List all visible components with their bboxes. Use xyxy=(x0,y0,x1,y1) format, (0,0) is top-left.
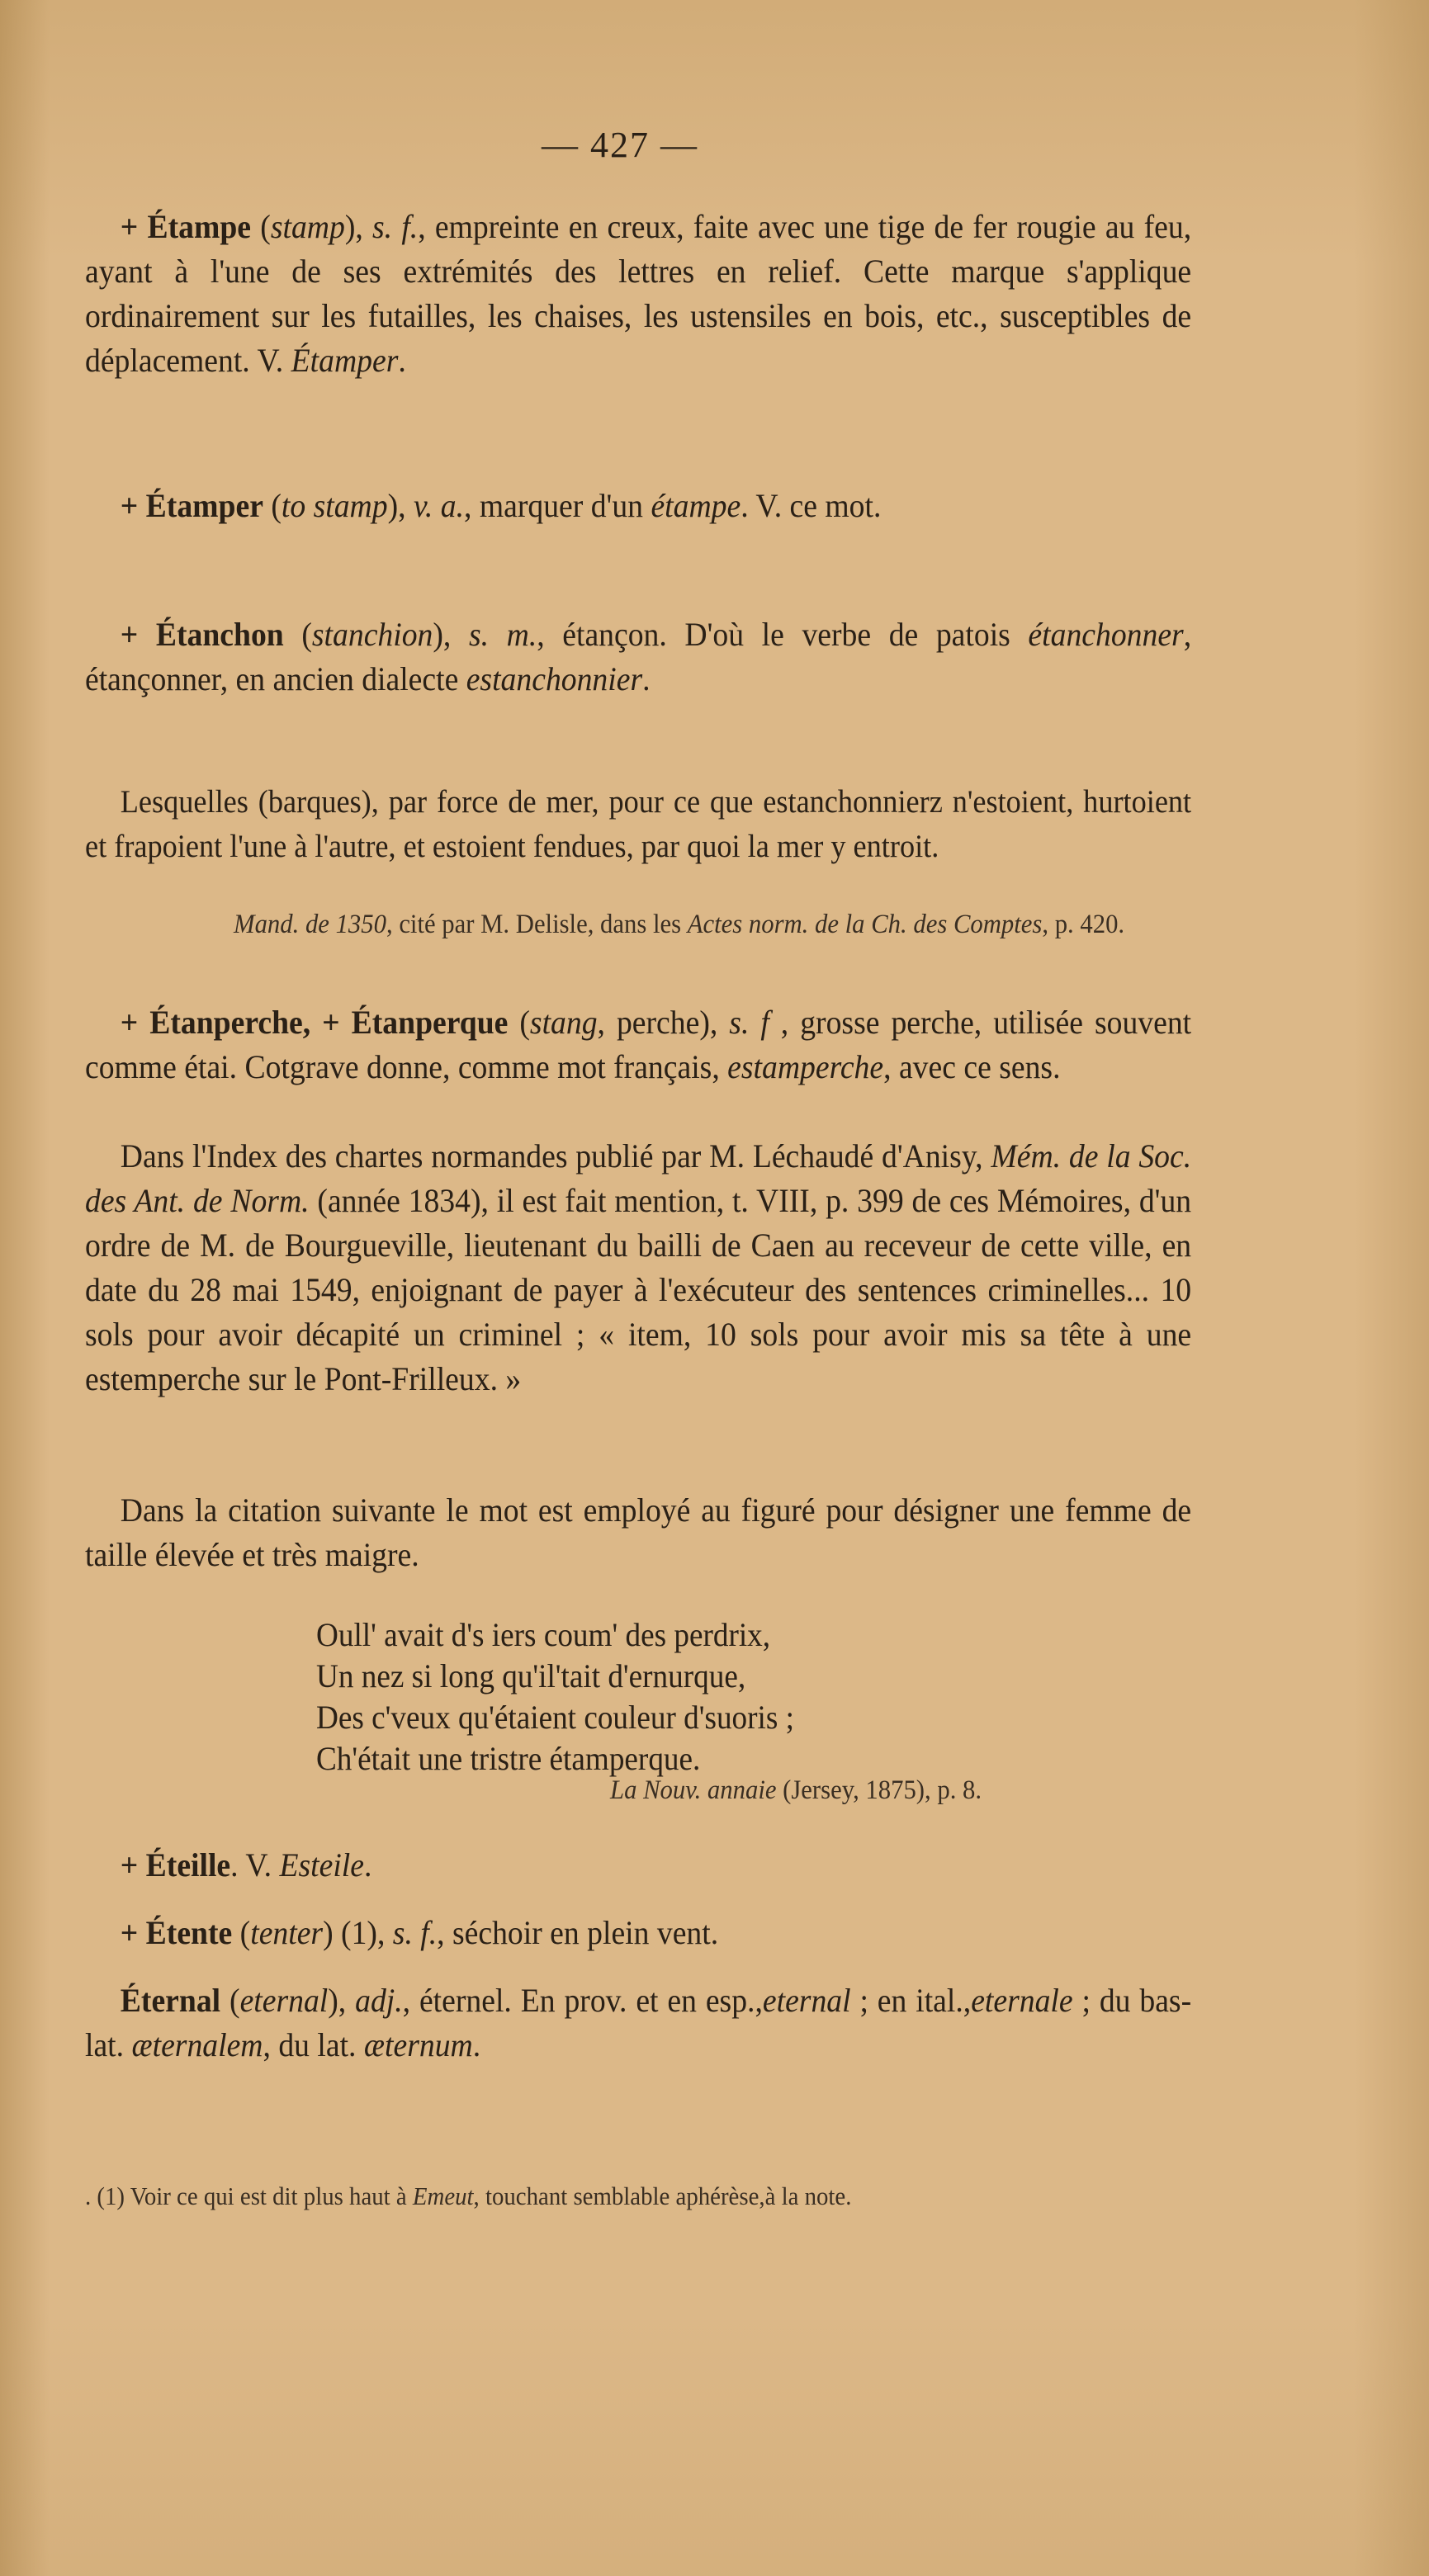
definition: , empreinte en creux, faite avec une tige de fer rougie au feu, ayant à l'une de ses extrémités des lettres en relief. Cette marque s'applique ordinairement sur les futailles, les chaises, les ustensiles en bois, etc., susceptibles de déplacement. V. xyxy=(85,208,1192,379)
cross-mark-icon: + xyxy=(120,1004,139,1041)
headword: Étanperche, xyxy=(149,1004,311,1041)
verse-line: Un nez si long qu'il'tait d'ernurque, xyxy=(316,1657,746,1694)
headword: Éteille xyxy=(145,1846,231,1884)
french-form: estamperche xyxy=(727,1048,884,1085)
verse-line: Des c'veux qu'étaient couleur d'suoris ; xyxy=(316,1699,794,1736)
cross-reference: Esteile xyxy=(279,1846,364,1884)
entry-eternal: Éternal (eternal), adj., éternel. En prov. et en esp.,eternal ; en ital.,eternale ; du bas-lat. æternalem, du lat. æternum. xyxy=(85,1982,1192,2063)
entry-etamper: + Étamper (to stamp), v. a., marquer d'un étampe. V. ce mot. xyxy=(120,487,882,524)
etymology: stamp xyxy=(270,208,345,245)
headword: Éternal xyxy=(120,1982,221,2019)
definition: , étançon. D'où le verbe de patois xyxy=(537,616,1029,653)
headword: Étanperque xyxy=(351,1004,509,1041)
paragraph-figurative: Dans la citation suivante le mot est employé au figuré pour désigner une femme de taille élevée et très maigre. xyxy=(85,1491,1192,1573)
entry-etanperche: + Étanperche, + Étanperque (stang, perche), s. f , grosse perche, utilisée souvent comme étai. Cotgrave donne, comme mot français, estamperche, avec ce sens. xyxy=(85,1004,1192,1085)
verse-quotation xyxy=(316,1614,794,1780)
entry-etente: + Étente (tenter) (1), s. f., séchoir en plein vent. xyxy=(120,1914,719,1951)
dialect-form: étanchonner xyxy=(1028,616,1184,653)
definition: , grosse perche, utilisée souvent comme étai. Cotgrave donne, comme mot français, xyxy=(85,1004,1192,1085)
headword: Étamper xyxy=(145,487,263,524)
definition: , marquer d'un xyxy=(463,487,651,524)
grammar-label: v. a. xyxy=(413,487,464,524)
etymology: eternal xyxy=(239,1982,329,2019)
etymology: tenter xyxy=(250,1914,324,1951)
etymology: stang xyxy=(529,1004,598,1041)
headword: Étampe xyxy=(147,208,252,245)
footnote: . (1) Voir ce qui est dit plus haut à Emeut, touchant semblable aphérèse,à la note. xyxy=(85,2181,852,2210)
etymology: to stamp xyxy=(281,487,388,524)
cross-mark-icon: + xyxy=(120,208,139,245)
verse-line: Oull' avait d's iers coum' des perdrix, xyxy=(316,1616,771,1653)
grammar-label: s. f. xyxy=(392,1914,438,1951)
cross-reference: étampe xyxy=(651,487,741,524)
verse-source: La Nouv. annaie (Jersey, 1875), p. 8. xyxy=(610,1775,982,1805)
cross-mark-icon: + xyxy=(120,1846,139,1884)
etymology: stanchion xyxy=(311,616,433,653)
grammar-label: s. f. xyxy=(372,208,419,245)
grammar-label: adj. xyxy=(355,1982,403,2019)
cross-reference: Étamper xyxy=(291,342,399,379)
entry-eteille: + Éteille. V. Esteile. xyxy=(120,1846,372,1884)
cross-mark-icon: + xyxy=(120,487,139,524)
page-number: — 427 — xyxy=(542,125,698,165)
entry-etanchon: + Étanchon (stanchion), s. m., étançon. D'où le verbe de patois étanchonner, étançonner, en ancien dialecte estanchonnier. xyxy=(85,616,1192,697)
headword: Étanchon xyxy=(155,616,284,653)
quotation-lesquelles: Lesquelles (barques), par force de mer, pour ce que estanchonnierz n'estoient, hurtoient et frapoient l'une à l'autre, et estoient fendues, par quoi la mer y entroit. xyxy=(85,784,1192,864)
verse-line: Ch'était une tristre étamperque. xyxy=(316,1740,701,1777)
cross-mark-icon: + xyxy=(322,1004,340,1041)
cross-mark-icon: + xyxy=(120,1914,139,1951)
entry-etampe: + Étampe (stamp), s. f., empreinte en creux, faite avec une tige de fer rougie au feu, ayant à l'une de ses extrémités des lettres en relief. Cette marque s'applique ordinairement sur les futailles, les chaises, les ustensiles en bois, etc., susceptibles de déplacement. V. Étamper. xyxy=(85,208,1192,379)
quotation-source: Mand. de 1350, cité par M. Delisle, dans les Actes norm. de la Ch. des Comptes, p. 420. xyxy=(234,910,1125,939)
headword: Étente xyxy=(145,1914,233,1951)
grammar-label: s. m. xyxy=(468,616,537,653)
paragraph-index-chartes: Dans l'Index des chartes normandes publié par M. Léchaudé d'Anisy, Mém. de la Soc. des Ant. de Norm. (année 1834), il est fait mention, t. VIII, p. 399 de ces Mémoires, d'un ordre de M. de Bourgueville, lieutenant du bailli de Caen au receveur de cette ville, en date du 28 mai 1549, enjoignant de payer à l'exécuteur des sentences criminelles... 10 sols pour avoir décapité un criminel ; « item, 10 sols pour avoir mis sa tête à une estemperche sur le Pont-Frilleux. » xyxy=(85,1137,1192,1397)
grammar-label: s. f xyxy=(729,1004,769,1041)
definition: , séchoir en plein vent. xyxy=(437,1914,719,1951)
cross-mark-icon: + xyxy=(120,616,139,653)
dialect-form: estanchonnier xyxy=(466,660,643,697)
